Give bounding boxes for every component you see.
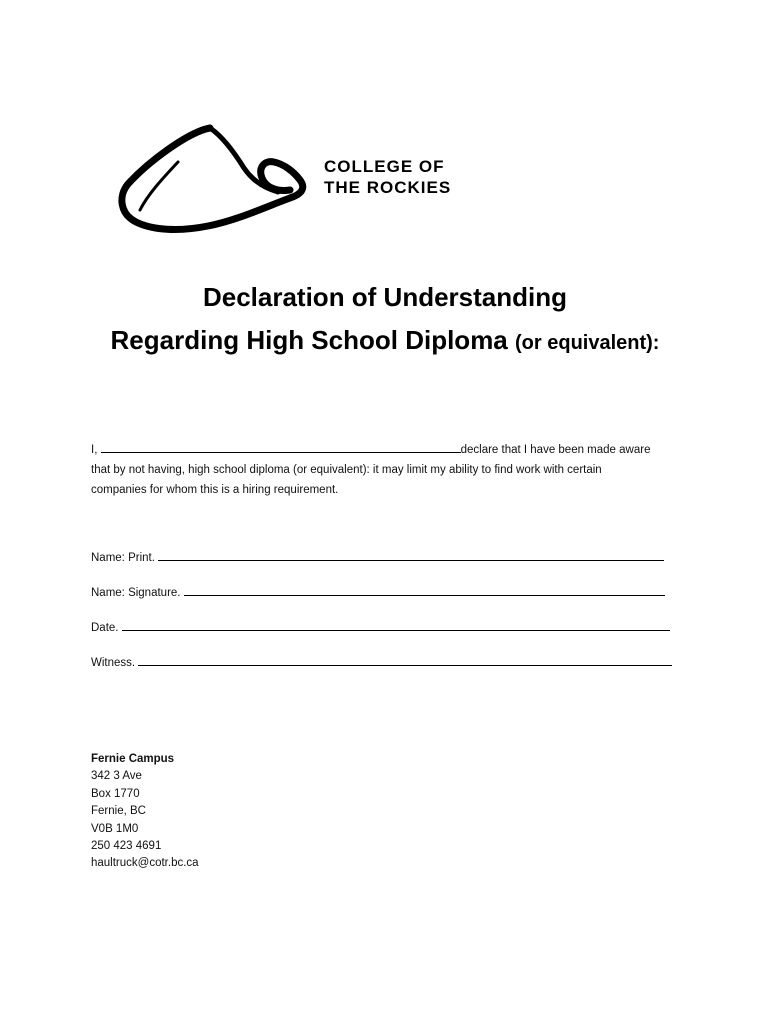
- campus-name: Fernie Campus: [91, 753, 175, 765]
- date-field: [91, 619, 670, 636]
- address-street: 342 3 Ave: [91, 770, 142, 783]
- date-line[interactable]: [122, 619, 670, 631]
- name-print-line[interactable]: [158, 549, 664, 561]
- witness-field: [91, 654, 672, 671]
- title-line-2-main: Regarding High School Diploma: [110, 325, 508, 355]
- title-line-1: Declaration of Understanding: [202, 282, 568, 312]
- document-title: [0, 276, 770, 365]
- declaration-line-1-suffix: declare that I have been made aware: [460, 444, 651, 456]
- logo-line-2: THE ROCKIES: [324, 178, 452, 197]
- declaration-line-2: that by not having, high school diploma (or equivalent): it may limit my ability to find work with certain: [91, 464, 602, 476]
- mountain-swirl-logo-icon: [118, 122, 313, 237]
- name-signature-label: Name: Signature.: [91, 587, 181, 599]
- college-logo: [118, 122, 468, 237]
- title-line-2: [0, 318, 770, 365]
- campus-address: [91, 751, 199, 873]
- name-signature-field: [91, 584, 665, 601]
- address-city: Fernie, BC: [91, 805, 146, 818]
- logo-line-1: COLLEGE OF: [324, 157, 445, 176]
- witness-line[interactable]: [138, 654, 672, 666]
- witness-label: Witness.: [91, 657, 136, 669]
- address-email: haultruck@cotr.bc.ca: [91, 857, 199, 870]
- declarant-name-blank[interactable]: [101, 441, 461, 453]
- name-signature-line[interactable]: [184, 584, 665, 596]
- address-postal: V0B 1M0: [91, 822, 139, 835]
- address-phone: 250 423 4691: [91, 840, 162, 853]
- declaration-line-3: companies for whom this is a hiring requirement.: [91, 484, 339, 496]
- declaration-text: [91, 440, 691, 500]
- declaration-line-1: [91, 440, 691, 460]
- address-box: Box 1770: [91, 787, 140, 800]
- date-label: Date.: [91, 622, 119, 634]
- name-print-field: [91, 549, 664, 566]
- name-print-label: Name: Print.: [91, 552, 155, 564]
- declaration-prefix: I,: [91, 444, 98, 456]
- title-line-2-suffix: (or equivalent):: [515, 332, 660, 354]
